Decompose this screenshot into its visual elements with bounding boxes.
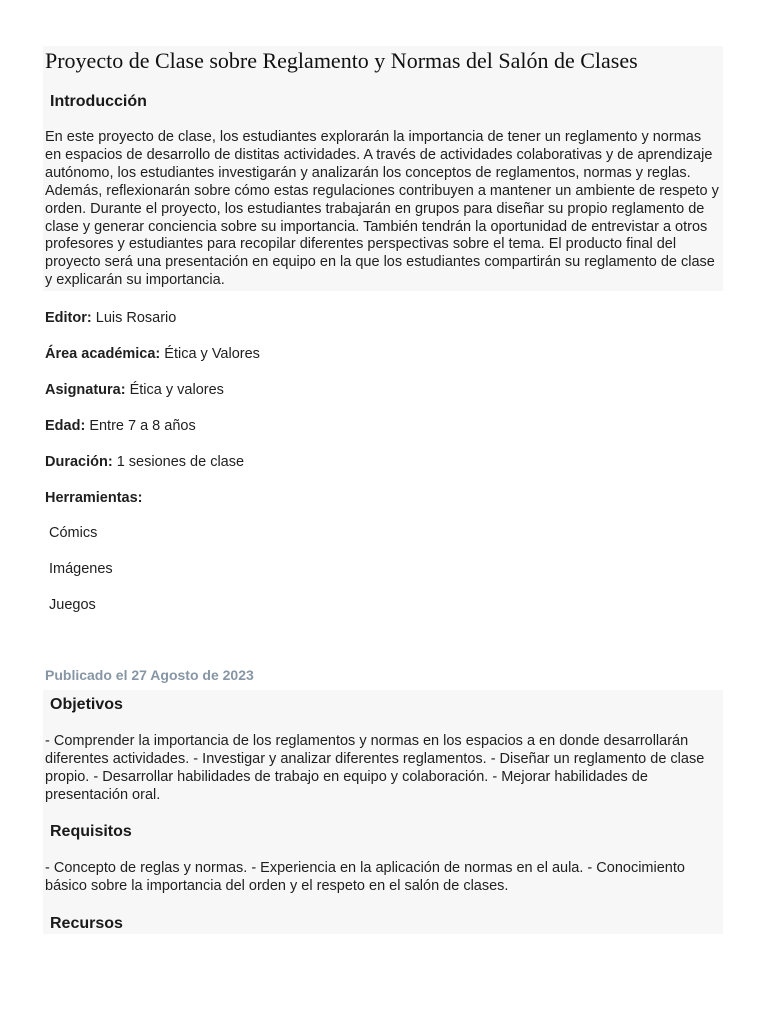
published-date: Publicado el 27 Agosto de 2023 (45, 667, 254, 683)
editor-label: Editor: (45, 310, 92, 326)
editor-value: Luis Rosario (95, 310, 177, 326)
tool-item: Imágenes (49, 561, 113, 577)
edad-label: Edad: (45, 418, 86, 434)
asignatura-value: Ética y valores (129, 382, 224, 398)
page-title: Proyecto de Clase sobre Reglamento y Normas del Salón de Clases (45, 48, 638, 73)
asignatura-row (45, 381, 224, 399)
details-background (43, 690, 723, 934)
duracion-label: Duración: (45, 454, 113, 470)
requisitos-heading: Requisitos (50, 823, 132, 840)
area-label: Área académica: (45, 346, 161, 362)
editor-row (45, 309, 176, 327)
objetivos-heading: Objetivos (50, 696, 123, 713)
duracion-value: 1 sesiones de clase (116, 454, 245, 470)
duracion-row (45, 453, 244, 471)
requisitos-text: - Concepto de reglas y normas. - Experiencia en la aplicación de normas en el aula. - Conocimiento básico sobre la importancia del orden y el respeto en el salón de clases. (45, 860, 685, 894)
area-row (45, 345, 260, 363)
recursos-heading: Recursos (50, 915, 123, 932)
herramientas-label: Herramientas: (45, 490, 143, 506)
asignatura-label: Asignatura: (45, 382, 126, 398)
herramientas-row (45, 489, 143, 507)
introduccion-heading: Introducción (50, 93, 147, 110)
objetivos-text: - Comprender la importancia de los reglamentos y normas en los espacios a en donde desarrollarán diferentes actividades. - Investigar y analizar diferentes reglamentos. - Diseñar un reglamento de clase propio. - Desarrollar habilidades de trabajo en equipo y colaboración. - Mejorar habilidades de presentación oral. (45, 733, 705, 803)
introduccion-text: En este proyecto de clase, los estudiantes explorarán la importancia de tener un reglamento y normas en espacios de desarrollo de distitas actividades. A través de actividades colaborativas y de aprendizaje autónomo, los estudiantes investigarán y analizarán los conceptos de reglamentos, normas y reglas. Además, reflexionarán sobre cómo estas regulaciones contribuyen a mantener un ambiente de respeto y orden. Durante el proyecto, los estudiantes trabajarán en grupos para diseñar su propio reglamento de clase y generar conciencia sobre su importancia. También tendrán la oportunidad de entrevistar a otros profesores y estudiantes para recopilar diferentes perspectivas sobre el tema. El producto final del proyecto será una presentación en equipo en la que los estudiantes compartirán su reglamento de clase y explicarán su importancia. (45, 129, 719, 289)
tool-item: Juegos (49, 597, 96, 613)
edad-value: Entre 7 a 8 años (89, 418, 196, 434)
area-value: Ética y Valores (164, 346, 260, 362)
tool-item: Cómics (49, 525, 98, 541)
edad-row (45, 417, 196, 435)
